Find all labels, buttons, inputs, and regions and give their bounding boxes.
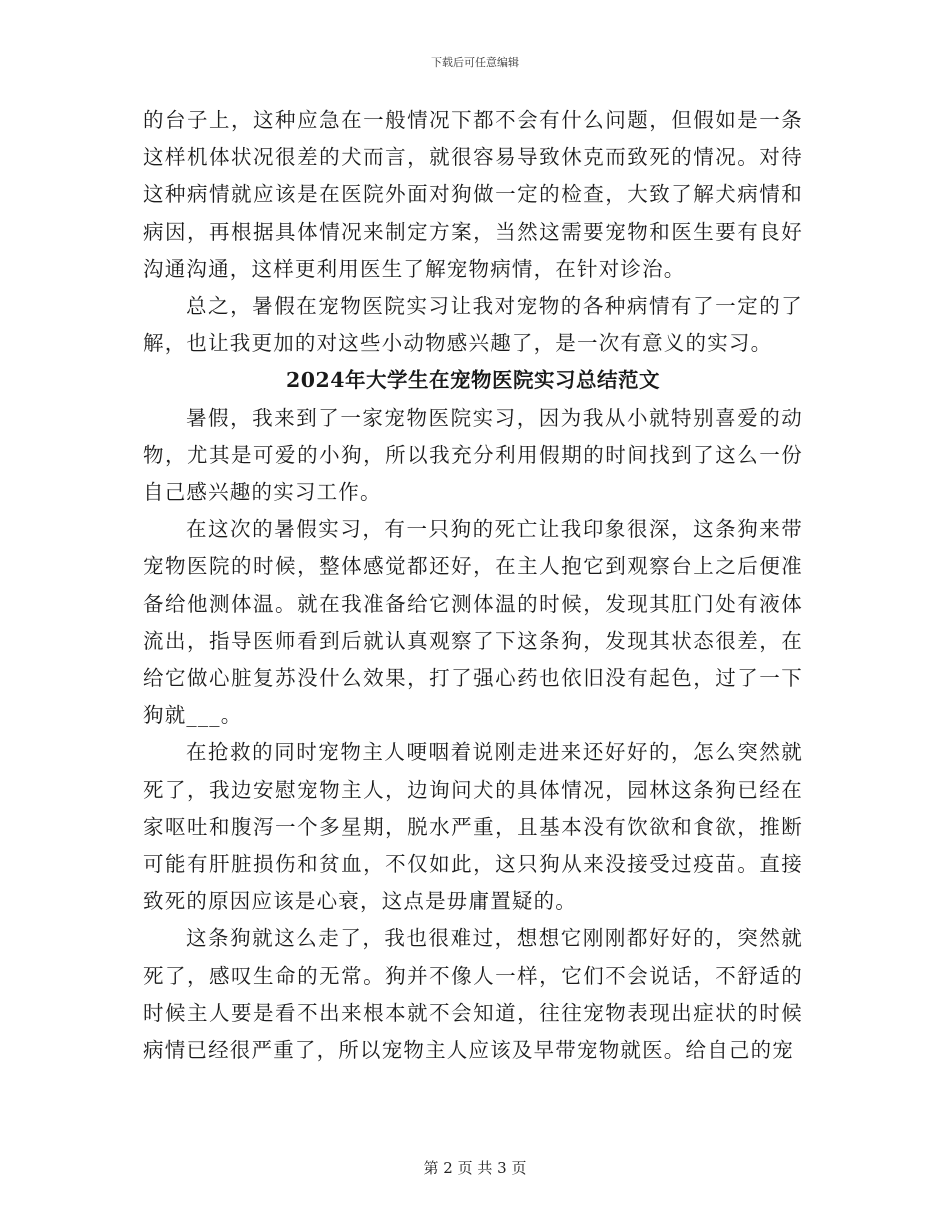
paragraph-continuation: 的台子上，这种应急在一般情况下都不会有什么问题，但假如是一条这样机体状况很差的犬而言，就很容易导致休克而致死的情况。对待这种病情就应该是在医院外面对狗做一定的检查，大致了解犬病情和病因，再根据具体情况来制定方案，当然这需要宠物和医生要有良好沟通沟通，这样更利用医生了解宠物病情，在针对诊治。 <box>143 108 803 281</box>
document-body <box>143 102 803 1069</box>
paragraph-conclusion: 总之，暑假在宠物医院实习让我对宠物的各种病情有了一定的了解，也让我更加的对这些小动物感兴趣了，是一次有意义的实习。 <box>143 294 803 356</box>
page-header: 下载后可任意编辑 <box>431 56 519 69</box>
page-footer: 第 2 页 共 3 页 <box>423 1159 527 1177</box>
paragraph-intro: 暑假，我来到了一家宠物医院实习，因为我从小就特别喜爱的动物，尤其是可爱的小狗，所以我充分利用假期的时间找到了这么一份自己感兴趣的实习工作。 <box>143 405 803 505</box>
paragraph-dog-death: 在这次的暑假实习，有一只狗的死亡让我印象很深，这条狗来带宠物医院的时候，整体感觉都还好，在主人抱它到观察台上之后便准备给他测体温。就在我准备给它测体温的时候，发现其肛门处有液体流出，指导医师看到后就认真观察了下这条狗，发现其状态很差，在给它做心脏复苏没什么效果，打了强心药也依旧没有起色，过了一下狗就___。 <box>143 517 803 728</box>
section-title: 2024年大学生在宠物医院实习总结范文 <box>285 368 661 393</box>
paragraph-reflection: 这条狗就这么走了，我也很难过，想想它刚刚都好好的，突然就死了，感叹生命的无常。狗并不像人一样，它们不会说话，不舒适的时候主人要是看不出来根本就不会知道，往往宠物表现出症状的时候病情已经很严重了，所以宠物主人应该及早带宠物就医。给自己的宠 <box>143 926 803 1063</box>
paragraph-rescue: 在抢救的同时宠物主人哽咽着说刚走进来还好好的，怎么突然就死了，我边安慰宠物主人，边询问犬的具体情况，园林这条狗已经在家呕吐和腹泻一个多星期，脱水严重，且基本没有饮欲和食欲，推断可能有肝脏损伤和贫血，不仅如此，这只狗从来没接受过疫苗。直接致死的原因应该是心衰，这点是毋庸置疑的。 <box>143 740 803 914</box>
